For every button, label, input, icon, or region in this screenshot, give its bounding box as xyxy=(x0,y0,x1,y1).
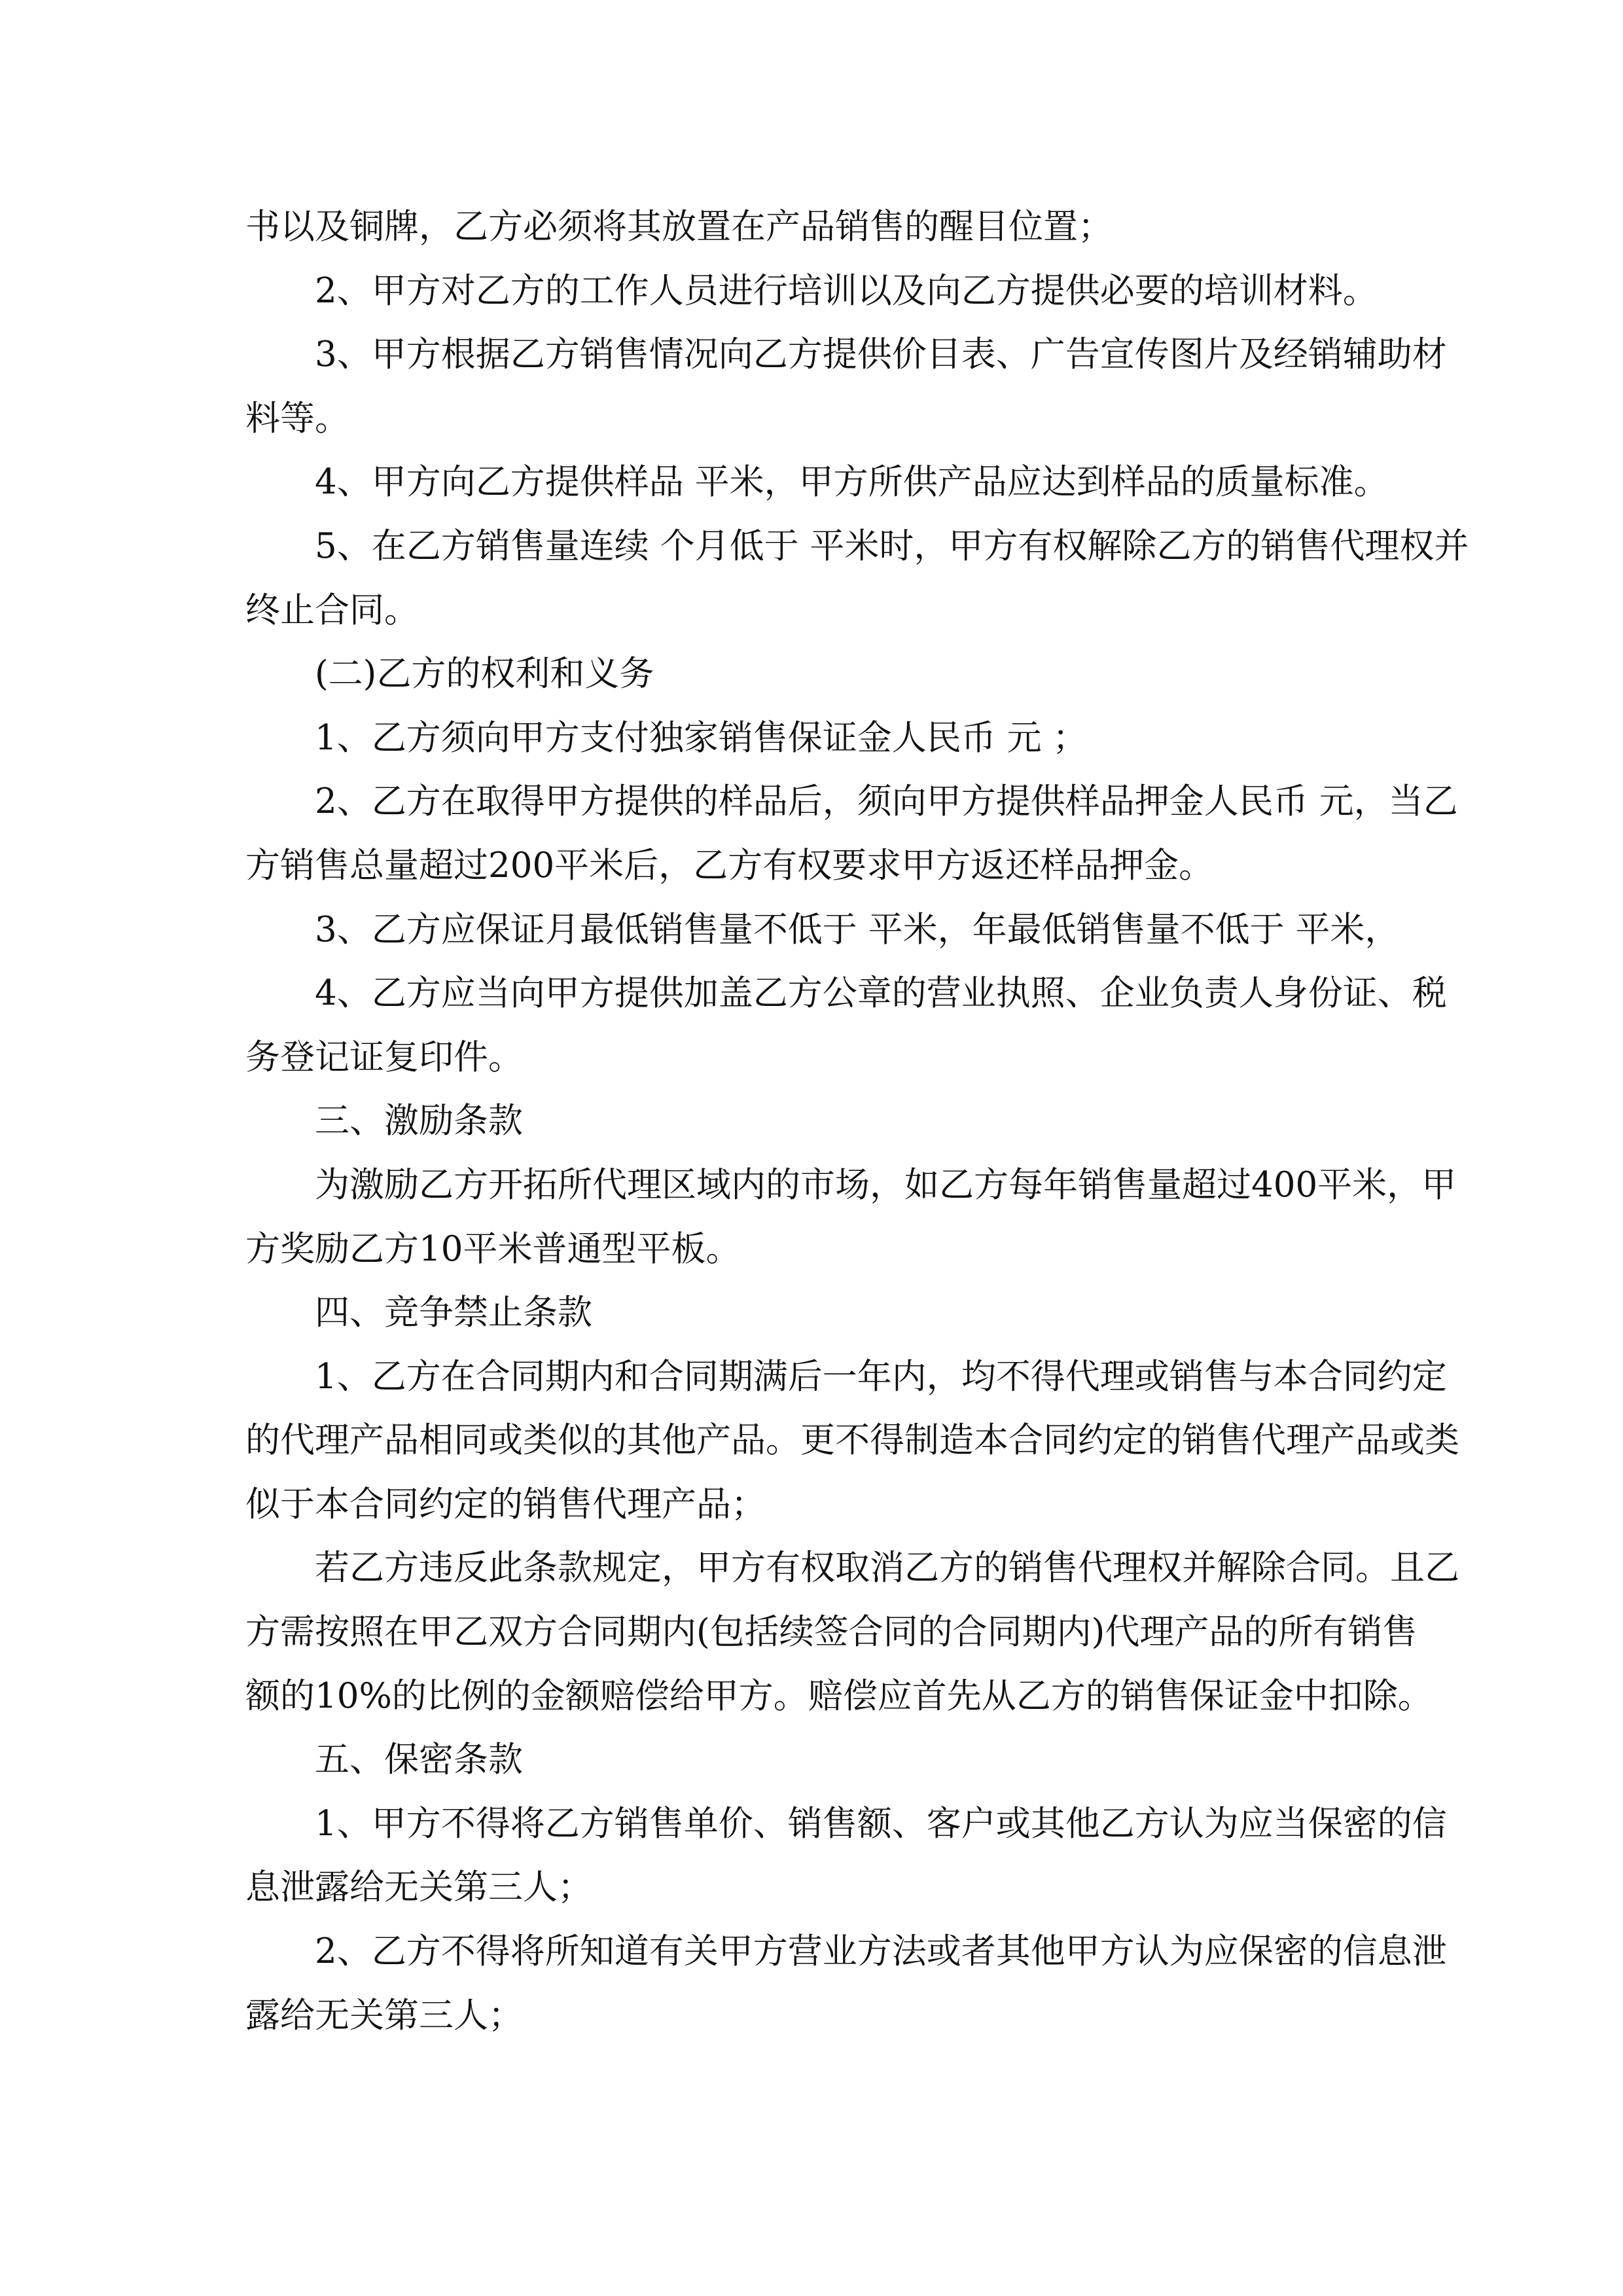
paragraph xyxy=(245,195,1378,259)
paragraph xyxy=(245,323,1447,450)
paragraph xyxy=(245,1089,1378,1153)
text-line: 4、甲方向乙方提供样品 平米，甲方所供产品应达到样品的质量标准。 xyxy=(315,462,1389,503)
paragraph xyxy=(245,1728,1378,1792)
text-line: 四、竞争禁止条款 xyxy=(315,1293,592,1333)
text-line: 露给无关第三人； xyxy=(245,1995,523,2036)
text-line: 方奖励乙方10平米普通型平板。 xyxy=(245,1229,741,1269)
text-line: (二)乙方的权利和义务 xyxy=(315,654,654,694)
text-line: 方需按照在甲乙双方合同期内(包括续签合同的合同期内)代理产品的所有销售 xyxy=(245,1612,1418,1653)
document-page xyxy=(245,195,1469,2047)
paragraph xyxy=(245,259,1378,323)
paragraph xyxy=(245,1153,1457,1281)
text-line: 2、甲方对乙方的工作人员进行培训以及向乙方提供必要的培训材料。 xyxy=(315,270,1378,311)
text-line: 4、乙方应当向甲方提供加盖乙方公章的营业执照、企业负责人身份证、税 xyxy=(315,973,1447,1014)
text-line: 方销售总量超过200平米后，乙方有权要求甲方返还样品押金。 xyxy=(245,845,1214,886)
text-line: 料等。 xyxy=(245,398,349,439)
paragraph xyxy=(245,1345,1459,1537)
text-line: 似于本合同约定的销售代理产品； xyxy=(245,1484,766,1524)
paragraph xyxy=(245,898,1400,962)
text-line: 若乙方违反此条款规定，甲方有权取消乙方的销售代理权并解除合同。且乙 xyxy=(315,1548,1459,1588)
paragraph xyxy=(245,642,1378,706)
text-line: 终止合同。 xyxy=(245,590,419,630)
paragraph xyxy=(245,450,1389,514)
text-line: 息泄露给无关第三人； xyxy=(245,1867,592,1908)
paragraph xyxy=(245,1920,1447,2047)
text-line: 2、乙方不得将所知道有关甲方营业方法或者其他甲方认为应保密的信息泄 xyxy=(315,1931,1447,1972)
text-line: 五、保密条款 xyxy=(315,1740,523,1780)
paragraph xyxy=(245,1281,1378,1345)
text-line: 1、乙方须向甲方支付独家销售保证金人民币 元 ； xyxy=(315,717,1088,758)
text-line: 书以及铜牌，乙方必须将其放置在产品销售的醒目位置； xyxy=(245,207,1113,247)
text-line: 的代理产品相同或类似的其他产品。更不得制造本合同约定的销售代理产品或类 xyxy=(245,1420,1459,1461)
paragraph xyxy=(245,1536,1459,1728)
text-line: 3、甲方根据乙方销售情况向乙方提供价目表、广告宣传图片及经销辅助材 xyxy=(315,334,1447,375)
paragraph xyxy=(245,1792,1447,1920)
text-line: 5、在乙方销售量连续 个月低于 平米时，甲方有权解除乙方的销售代理权并 xyxy=(315,526,1469,566)
text-line: 3、乙方应保证月最低销售量不低于 平米，年最低销售量不低于 平米， xyxy=(315,909,1400,950)
paragraph xyxy=(245,514,1469,642)
text-line: 1、甲方不得将乙方销售单价、销售额、客户或其他乙方认为应当保密的信 xyxy=(315,1803,1447,1844)
paragraph xyxy=(245,706,1378,770)
text-line: 三、激励条款 xyxy=(315,1101,523,1141)
paragraph xyxy=(245,961,1447,1089)
text-line: 务登记证复印件。 xyxy=(245,1037,523,1077)
text-line: 1、乙方在合同期内和合同期满后一年内，均不得代理或销售与本合同约定 xyxy=(315,1356,1447,1397)
text-line: 为激励乙方开拓所代理区域内的市场，如乙方每年销售量超过400平米，甲 xyxy=(315,1164,1457,1205)
paragraph xyxy=(245,770,1458,897)
text-line: 额的10%的比例的金额赔偿给甲方。赔偿应首先从乙方的销售保证金中扣除。 xyxy=(245,1676,1433,1716)
text-line: 2、乙方在取得甲方提供的样品后，须向甲方提供样品押金人民币 元，当乙 xyxy=(315,781,1458,822)
